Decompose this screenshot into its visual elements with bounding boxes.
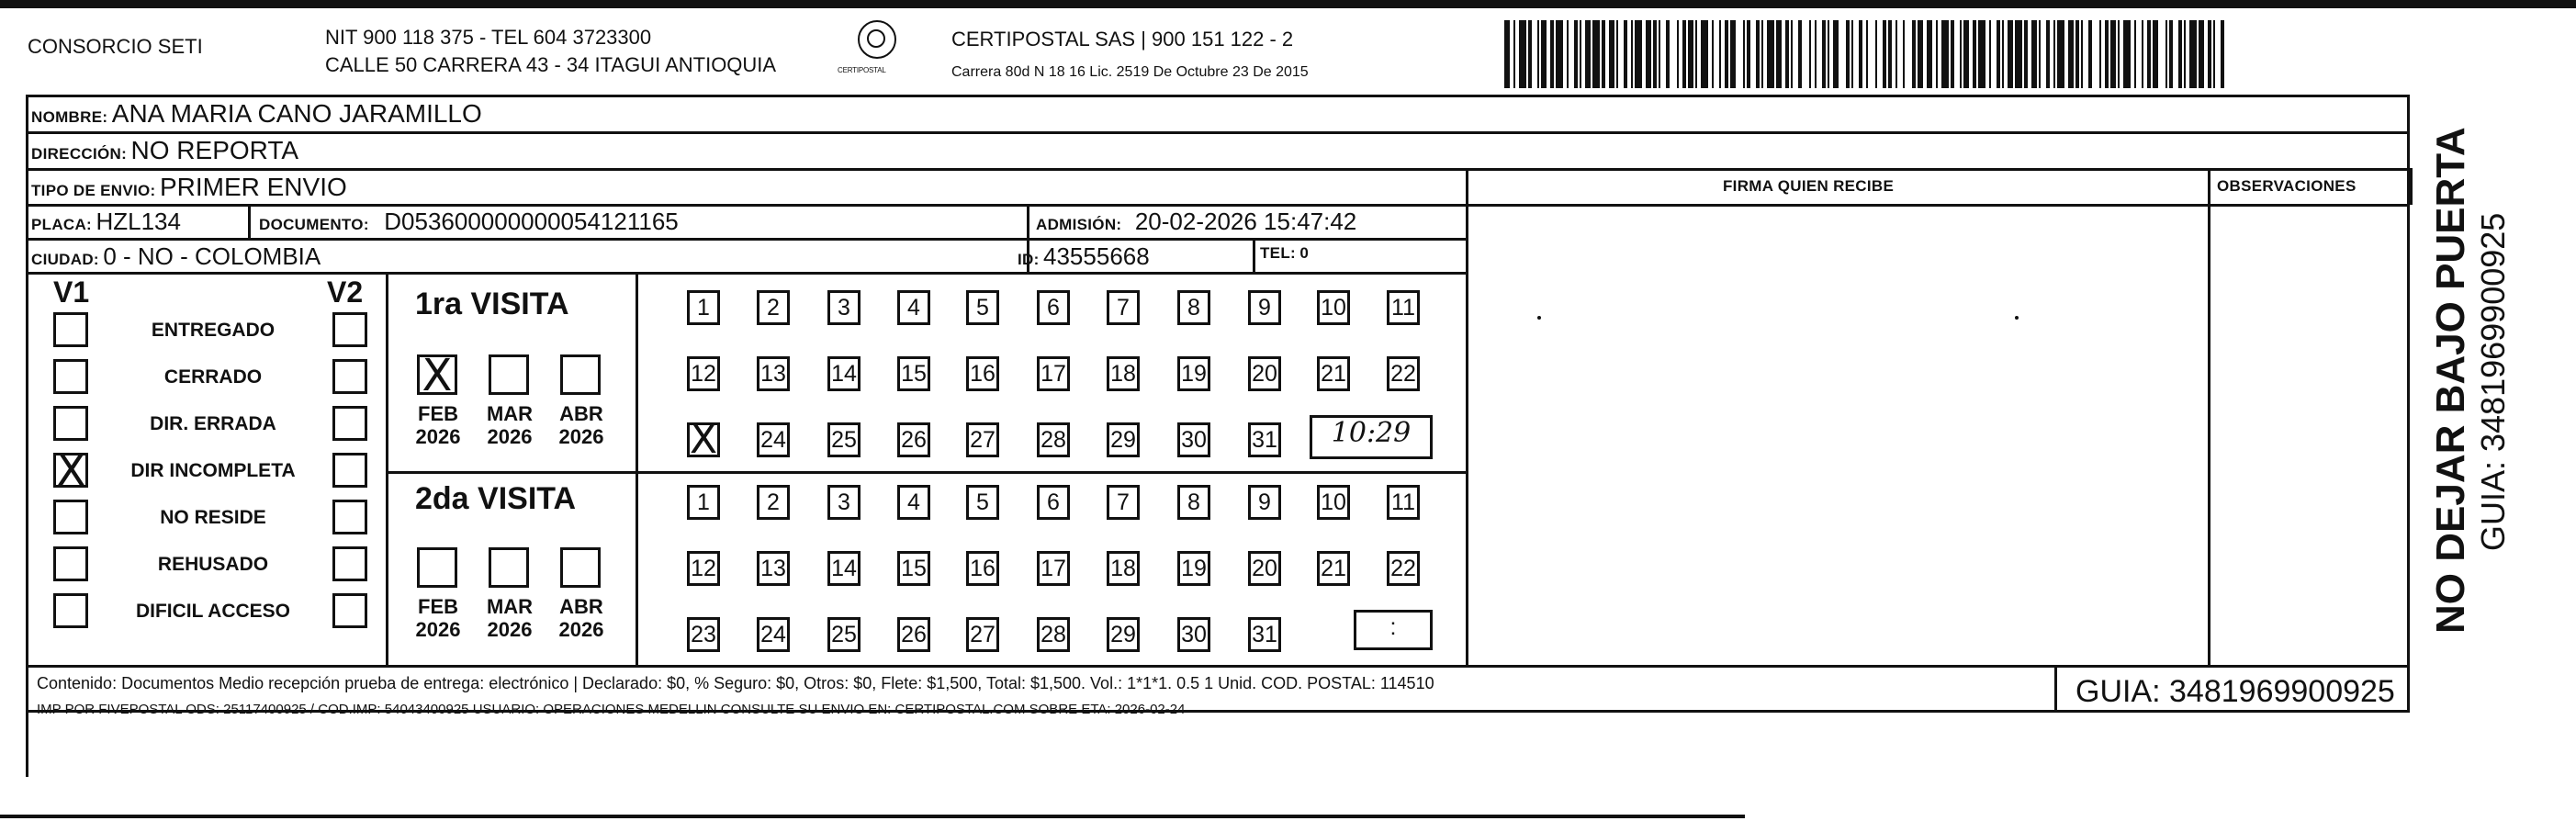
carrier-line: CERTIPOSTAL SAS | 900 151 122 - 2 — [951, 28, 1294, 51]
status-option-label: NO RESIDE — [160, 507, 266, 528]
firma-header: FIRMA QUIEN RECIBE — [1723, 177, 1895, 195]
v2-checkbox[interactable] — [332, 453, 367, 488]
day-box[interactable]: 31 — [1248, 422, 1281, 457]
month-label — [406, 402, 470, 448]
day-box[interactable]: 9 — [1248, 485, 1281, 520]
day-box[interactable]: 26 — [897, 422, 930, 457]
month-name: MAR — [486, 402, 534, 425]
day-box[interactable]: 9 — [1248, 290, 1281, 325]
nombre-row — [31, 99, 482, 129]
placa-field — [31, 208, 181, 236]
guia-number: GUIA: 3481969900925 — [2075, 674, 2395, 709]
day-box[interactable]: 4 — [897, 290, 930, 325]
id-field — [1018, 242, 1150, 271]
v1-label: V1 — [53, 276, 90, 309]
status-option-label: REHUSADO — [157, 554, 269, 575]
day-box[interactable]: 2 — [757, 290, 790, 325]
visit1-time: 10:29 — [1310, 415, 1433, 459]
ciudad-label: CIUDAD: — [31, 251, 99, 268]
day-box[interactable]: 28 — [1037, 422, 1070, 457]
day-box[interactable]: 11 — [1387, 485, 1420, 520]
barcode-gap — [1868, 20, 1875, 88]
company-name: CONSORCIO SETI — [28, 35, 203, 58]
day-box[interactable]: 18 — [1107, 551, 1140, 586]
footer-contenido: Contenido: Documentos Medio recepción prueba de entrega: electrónico | Declarado: $0, % Seguro: $0, Otros: $0, Flete: $1,500, Total: $1,500. Vol.: 1*1*1. 0.5 1 Unid. COD. POSTAL: 114510 — [37, 674, 1434, 692]
day-box[interactable]: 21 — [1317, 356, 1350, 391]
day-box[interactable]: 5 — [966, 290, 999, 325]
id-value: 43555668 — [1043, 242, 1150, 270]
day-box[interactable]: 27 — [966, 422, 999, 457]
certipostal-logo-icon — [834, 20, 917, 83]
day-box[interactable]: 20 — [1248, 551, 1281, 586]
barcode-gap — [2158, 20, 2165, 88]
direccion-value: NO REPORTA — [130, 136, 299, 164]
month-name: ABR — [559, 595, 603, 618]
status-option-label: DIR. ERRADA — [150, 413, 276, 434]
day-box[interactable]: 15 — [897, 551, 930, 586]
v2-checkbox[interactable] — [332, 500, 367, 534]
license-line: Carrera 80d N 18 16 Lic. 2519 De Octubre 23 De 2015 — [951, 64, 1309, 80]
barcode-gap — [1670, 20, 1677, 88]
address-line: CALLE 50 CARRERA 43 - 34 ITAGUI ANTIOQUIA — [325, 53, 777, 76]
month-year: 2026 — [415, 618, 461, 641]
documento-field — [259, 208, 679, 236]
month-label — [478, 402, 542, 448]
day-box[interactable]: 12 — [687, 356, 720, 391]
day-box[interactable]: 6 — [1037, 290, 1070, 325]
day-box[interactable]: 29 — [1107, 422, 1140, 457]
day-box[interactable]: 15 — [897, 356, 930, 391]
barcode-bar — [1635, 20, 1642, 88]
day-box[interactable]: 21 — [1317, 551, 1350, 586]
day-box[interactable]: 11 — [1387, 290, 1420, 325]
month-name: ABR — [559, 402, 603, 425]
day-box[interactable]: 24 — [757, 617, 790, 652]
v1-checkbox[interactable] — [53, 445, 88, 497]
day-box[interactable]: 25 — [827, 422, 861, 457]
day-box[interactable]: 2 — [757, 485, 790, 520]
tipo-envio-label: TIPO DE ENVIO: — [31, 182, 156, 199]
day-box[interactable]: 28 — [1037, 617, 1070, 652]
month-name: FEB — [418, 402, 458, 425]
month-checkbox[interactable] — [417, 350, 457, 401]
day-box[interactable]: 17 — [1037, 551, 1070, 586]
day-box[interactable]: 7 — [1107, 290, 1140, 325]
admision-field — [1036, 208, 1356, 236]
day-box[interactable]: 30 — [1177, 617, 1210, 652]
direccion-label: DIRECCIÓN: — [31, 145, 128, 163]
month-name: MAR — [486, 595, 534, 618]
barcode-bar — [1978, 20, 1985, 88]
month-checkbox[interactable] — [417, 547, 457, 588]
day-box[interactable]: 8 — [1177, 485, 1210, 520]
day-box[interactable]: 8 — [1177, 290, 1210, 325]
visit1-title: 1ra VISITA — [415, 287, 569, 321]
day-box[interactable]: 25 — [827, 617, 861, 652]
x-mark-icon: X — [422, 350, 453, 401]
footer-imp: IMP POR FIVEPOSTAL ODS: 25117400925 / COD.IMP: 54043400925 USUARIO: OPERACIONES MEDELLIN CONSULTE SU ENVIO EN: CERTIPOSTAL.COM SOBRE ETA: 2026-02-24 — [37, 702, 1186, 717]
v1-checkbox[interactable] — [53, 359, 88, 394]
day-box[interactable]: 18 — [1107, 356, 1140, 391]
x-mark-icon: X — [56, 445, 86, 497]
barcode-bar — [2189, 20, 2197, 88]
day-box[interactable]: 22 — [1387, 356, 1420, 391]
month-name: FEB — [418, 595, 458, 618]
bottom-edge-line — [0, 815, 1745, 818]
v2-checkbox[interactable] — [332, 406, 367, 441]
day-box[interactable]: 31 — [1248, 617, 1281, 652]
placa-label: PLACA: — [31, 216, 93, 233]
barcode-gap — [2092, 20, 2099, 88]
day-box[interactable]: 1 — [687, 485, 720, 520]
day-box[interactable]: 5 — [966, 485, 999, 520]
day-box[interactable]: 14 — [827, 356, 861, 391]
placa-value: HZL134 — [96, 208, 181, 235]
visit2-time: : — [1354, 610, 1433, 650]
day-box[interactable]: 13 — [757, 356, 790, 391]
tel-label: TEL: — [1260, 244, 1296, 262]
month-label — [549, 595, 613, 641]
barcode-gap — [1905, 20, 1912, 88]
v1-checkbox[interactable] — [53, 546, 88, 581]
v2-label: V2 — [327, 276, 364, 309]
nombre-value: ANA MARIA CANO JARAMILLO — [111, 99, 482, 128]
month-year: 2026 — [558, 425, 604, 448]
status-option-label: DIFICIL ACCESO — [135, 601, 290, 622]
day-box[interactable]: 6 — [1037, 485, 1070, 520]
day-box[interactable]: 3 — [827, 290, 861, 325]
barcode-bar — [2123, 20, 2131, 88]
id-label: ID: — [1018, 251, 1040, 268]
day-box[interactable] — [687, 416, 720, 463]
month-checkbox[interactable] — [489, 354, 529, 395]
day-box[interactable]: 10 — [1317, 290, 1350, 325]
day-box[interactable]: 19 — [1177, 551, 1210, 586]
day-box[interactable]: 24 — [757, 422, 790, 457]
month-year: 2026 — [487, 618, 533, 641]
month-label — [478, 595, 542, 641]
v1-checkbox[interactable] — [53, 406, 88, 441]
barcode-bar — [2057, 20, 2064, 88]
barcode-bar — [1556, 20, 1563, 88]
barcode-gap — [2224, 20, 2232, 88]
top-edge-line — [0, 0, 2576, 8]
status-option-label: ENTREGADO — [151, 320, 276, 341]
day-box[interactable]: 16 — [966, 356, 999, 391]
documento-label: DOCUMENTO: — [259, 216, 369, 233]
day-box[interactable]: 27 — [966, 617, 999, 652]
status-option-label: DIR INCOMPLETA — [130, 460, 296, 481]
v1-checkbox[interactable] — [53, 593, 88, 628]
day-box[interactable]: 26 — [897, 617, 930, 652]
barcode-bar — [1767, 20, 1774, 88]
month-checkbox[interactable] — [560, 547, 601, 588]
day-box[interactable]: 12 — [687, 551, 720, 586]
tipo-envio-value: PRIMER ENVIO — [159, 173, 347, 201]
day-box[interactable]: 29 — [1107, 617, 1140, 652]
day-box[interactable]: 3 — [827, 485, 861, 520]
v1-checkbox[interactable] — [53, 312, 88, 347]
day-box[interactable]: 20 — [1248, 356, 1281, 391]
month-label — [549, 402, 613, 448]
month-year: 2026 — [558, 618, 604, 641]
day-box[interactable]: 19 — [1177, 356, 1210, 391]
month-checkbox[interactable] — [489, 547, 529, 588]
barcode-bar — [1592, 20, 1600, 88]
logo-caption: CERTIPOSTAL — [838, 66, 886, 74]
barcode-gap — [1839, 20, 1846, 88]
form-frame — [26, 95, 2410, 713]
day-box[interactable]: 22 — [1387, 551, 1420, 586]
barcode-gap — [1802, 20, 1809, 88]
ciudad-field — [31, 242, 321, 271]
signature-mark — [2015, 316, 2019, 320]
barcode-bar — [1519, 20, 1526, 88]
nombre-label: NOMBRE: — [31, 108, 108, 126]
tel-value: 0 — [1299, 244, 1310, 262]
day-box[interactable]: 16 — [966, 551, 999, 586]
signature-mark — [1537, 316, 1541, 320]
month-year: 2026 — [487, 425, 533, 448]
day-box[interactable]: 23 — [687, 617, 720, 652]
nit-line: NIT 900 118 375 - TEL 604 3723300 — [325, 26, 652, 49]
visit2-title: 2da VISITA — [415, 481, 577, 516]
documento-value: D053600000000054121165 — [384, 208, 679, 235]
day-box[interactable]: 14 — [827, 551, 861, 586]
no-dejar-notice: NO DEJAR BAJO PUERTA — [2428, 127, 2473, 634]
direccion-row — [31, 136, 298, 165]
month-checkbox[interactable] — [560, 354, 601, 395]
v2-checkbox[interactable] — [332, 593, 367, 628]
day-box[interactable]: 30 — [1177, 422, 1210, 457]
day-box[interactable]: 7 — [1107, 485, 1140, 520]
day-box[interactable]: 10 — [1317, 485, 1350, 520]
status-option-label: CERRADO — [163, 366, 263, 388]
ciudad-value: 0 - NO - COLOMBIA — [103, 242, 321, 270]
v2-checkbox[interactable] — [332, 359, 367, 394]
admision-value: 20-02-2026 15:47:42 — [1134, 208, 1357, 235]
barcode-gap — [1736, 20, 1743, 88]
observaciones-header: OBSERVACIONES — [2217, 177, 2357, 195]
barcode-icon — [1504, 20, 2232, 88]
v2-checkbox[interactable] — [332, 312, 367, 347]
day-box[interactable]: 1 — [687, 290, 720, 325]
x-mark-icon: X — [690, 416, 718, 463]
side-guia: GUIA: 3481969900925 — [2474, 212, 2512, 551]
tel-field — [1260, 244, 1309, 263]
day-box[interactable]: 13 — [757, 551, 790, 586]
month-year: 2026 — [415, 425, 461, 448]
day-box[interactable]: 4 — [897, 485, 930, 520]
month-label — [406, 595, 470, 641]
v1-checkbox[interactable] — [53, 500, 88, 534]
barcode-bar — [1941, 20, 1949, 88]
barcode-bar — [2015, 20, 2022, 88]
v2-checkbox[interactable] — [332, 546, 367, 581]
tipo-envio-row — [31, 173, 347, 202]
day-box[interactable]: 17 — [1037, 356, 1070, 391]
barcode-bar — [1701, 20, 1708, 88]
admision-label: ADMISIÓN: — [1036, 216, 1122, 233]
